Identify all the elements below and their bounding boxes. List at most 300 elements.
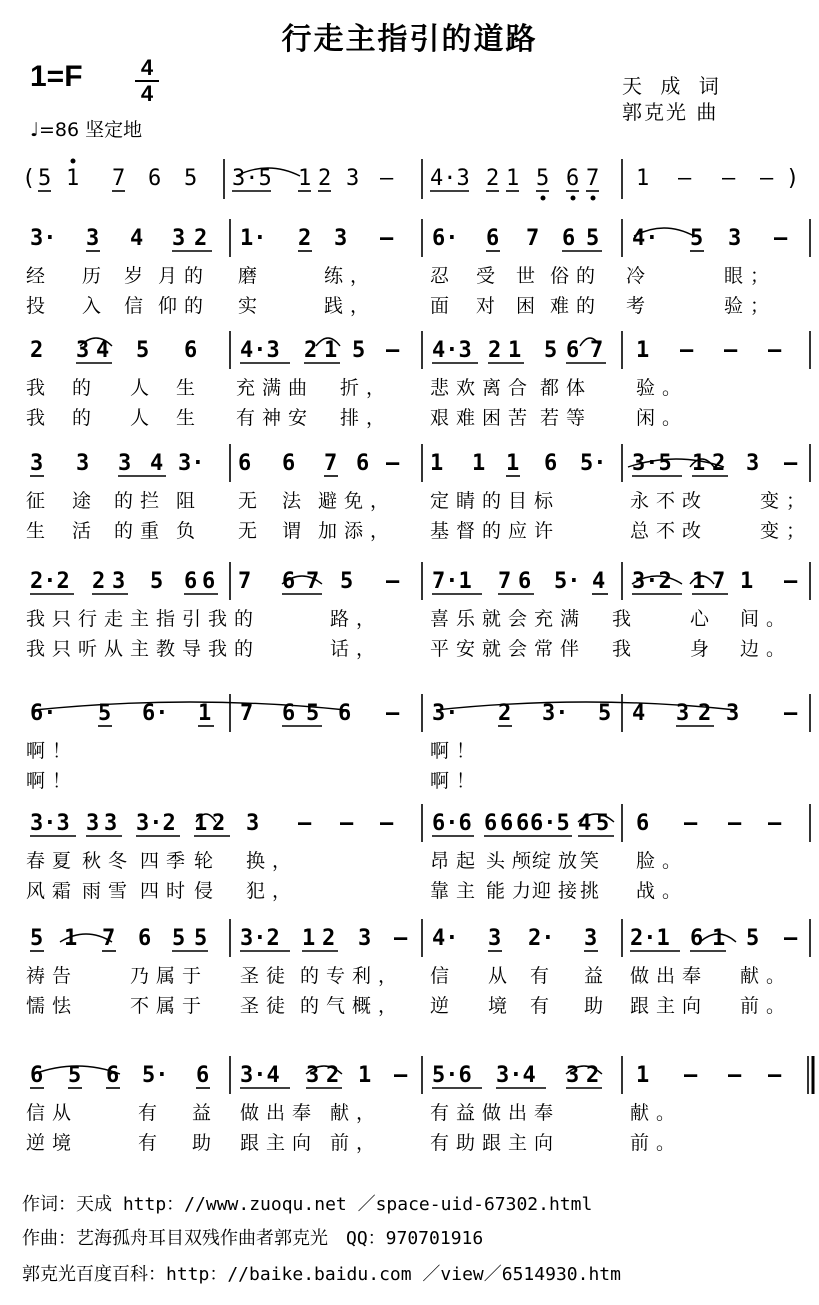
intro-note: 1 xyxy=(66,166,80,191)
jianpu-note: 2 xyxy=(586,1063,600,1088)
jianpu-note: 7 xyxy=(526,226,540,251)
octave-dot xyxy=(541,196,546,201)
lyric-verse-1: 喜乐就会充满 xyxy=(430,608,587,630)
footer-composer-info: 作曲：艺海孤舟耳目双残作曲者郭克光 QQ：970701916 xyxy=(22,1228,484,1249)
jianpu-note: – xyxy=(774,226,788,251)
jianpu-note: 6 xyxy=(544,451,558,476)
lyric-verse-1: 我只行走主指引我的 xyxy=(26,608,261,630)
jianpu-note: 3·2 xyxy=(136,811,176,836)
jianpu-note: – xyxy=(768,811,782,836)
key-signature: 1=F xyxy=(30,60,83,93)
lyric-verse-2: 仰的 xyxy=(158,295,211,317)
jianpu-note: 6· xyxy=(30,701,57,726)
lyric-verse-1: 春夏 xyxy=(26,850,79,872)
jianpu-note: 2 xyxy=(194,226,208,251)
jianpu-note: 6 xyxy=(356,451,370,476)
jianpu-note: 3· xyxy=(432,701,459,726)
intro-note: – xyxy=(678,166,692,191)
lyric-verse-2: 跟主向 xyxy=(630,995,709,1017)
lyric-verse-1: 昂起 xyxy=(430,850,483,872)
lyric-verse-2: 前。 xyxy=(740,995,793,1017)
jianpu-note: – xyxy=(380,811,394,836)
jianpu-note: 1 xyxy=(506,451,520,476)
jianpu-note: 1 xyxy=(740,569,754,594)
jianpu-note: 1 xyxy=(358,1063,372,1088)
jianpu-note: 5· xyxy=(554,569,581,594)
slur-arc xyxy=(34,702,346,710)
lyric-verse-2: 风霜 xyxy=(26,880,79,902)
jianpu-note: 5 xyxy=(596,811,610,836)
lyric-verse-1: 月的 xyxy=(158,265,211,287)
jianpu-note: 1 xyxy=(636,338,650,363)
jianpu-note: – xyxy=(386,451,400,476)
lyric-verse-2: 考 xyxy=(626,295,653,317)
jianpu-note: 3·4 xyxy=(240,1063,280,1088)
lyric-verse-2: 人 xyxy=(130,407,157,429)
jianpu-note: 4·3 xyxy=(240,338,280,363)
lyric-verse-2: 无 xyxy=(238,520,265,542)
lyric-verse-2: 圣徒 xyxy=(240,995,293,1017)
jianpu-note: 3· xyxy=(542,701,569,726)
lyric-verse-2: 总不改 xyxy=(630,520,709,542)
lyric-verse-2: 话， xyxy=(330,638,383,660)
lyric-verse-2: 有 xyxy=(138,1132,165,1154)
lyric-verse-2: 四时 xyxy=(140,880,193,902)
lyric-verse-2: 助 xyxy=(584,995,611,1017)
lyric-verse-2: 闲。 xyxy=(636,407,689,429)
lyric-verse-2: 信 xyxy=(124,295,151,317)
jianpu-note: 2 xyxy=(304,338,318,363)
lyric-verse-1: 信从 xyxy=(26,1102,79,1124)
jianpu-note: 6 xyxy=(566,338,580,363)
jianpu-note: – xyxy=(394,926,408,951)
jianpu-note: 5 xyxy=(136,338,150,363)
lyric-verse-2: 活 xyxy=(72,520,99,542)
jianpu-note: 1 xyxy=(712,926,726,951)
lyric-verse-2: 基督的应许 xyxy=(430,520,561,542)
jianpu-note: 7 xyxy=(306,569,320,594)
lyric-verse-2: 的重 xyxy=(114,520,167,542)
lyric-verse-1: 我 xyxy=(612,608,639,630)
lyric-verse-2: 对 xyxy=(476,295,503,317)
jianpu-note: 4·3 xyxy=(432,338,472,363)
jianpu-note: 6 xyxy=(500,811,514,836)
lyric-verse-1: 悲欢离合 xyxy=(430,377,535,399)
jianpu-note: 5 xyxy=(68,1063,82,1088)
jianpu-note: 6 xyxy=(338,701,352,726)
jianpu-note: – xyxy=(386,338,400,363)
jianpu-note: 4 xyxy=(592,569,606,594)
jianpu-note: 2 xyxy=(298,226,312,251)
jianpu-note: 3 xyxy=(86,226,100,251)
lyric-verse-1: 做出奉 xyxy=(630,965,709,987)
lyric-verse-2: 跟主向 xyxy=(240,1132,319,1154)
jianpu-note: 1 xyxy=(472,451,486,476)
jianpu-note: 3 xyxy=(334,226,348,251)
jianpu-note: – xyxy=(768,338,782,363)
jianpu-note: 2 xyxy=(322,926,336,951)
lyric-verse-1: 轮 xyxy=(194,850,221,872)
lyric-verse-1: 定睛的目标 xyxy=(430,490,561,512)
lyric-verse-2: 有神安 xyxy=(236,407,315,429)
jianpu-note: 5 xyxy=(340,569,354,594)
lyric-verse-2: 靠主 xyxy=(430,880,483,902)
jianpu-note: 5 xyxy=(30,926,44,951)
jianpu-note: 1 xyxy=(508,338,522,363)
footer-baike-link: 郭克光百度百科：http：//baike.baidu.com ／view／6514930.htm xyxy=(22,1264,621,1285)
lyric-verse-1: 途 xyxy=(72,490,99,512)
jianpu-note: 5 xyxy=(544,338,558,363)
jianpu-note: 2·2 xyxy=(30,569,70,594)
lyric-verse-2: 懦怯 xyxy=(26,995,79,1017)
lyric-verse-1: 验。 xyxy=(636,377,689,399)
jianpu-note: 4 xyxy=(578,811,592,836)
lyric-verse-1: 永不改 xyxy=(630,490,709,512)
jianpu-note: 6 xyxy=(562,226,576,251)
jianpu-note: 5· xyxy=(580,451,607,476)
intro-note: 1 xyxy=(506,166,520,191)
lyric-verse-1: 啊！ xyxy=(26,740,79,762)
jianpu-note: 6·5 xyxy=(530,811,570,836)
lyric-verse-2: 雨雪 xyxy=(82,880,135,902)
jianpu-note: – xyxy=(684,1063,698,1088)
jianpu-note: 5 xyxy=(150,569,164,594)
jianpu-note: 6 xyxy=(196,1063,210,1088)
lyric-verse-2: 难的 xyxy=(550,295,603,317)
jianpu-note: 3 xyxy=(76,451,90,476)
lyric-verse-2: 投 xyxy=(26,295,53,317)
lyric-verse-2: 实 xyxy=(238,295,265,317)
intro-note: 3·5 xyxy=(232,166,272,191)
lyric-verse-2: 我 xyxy=(612,638,639,660)
lyric-verse-1: 冷 xyxy=(626,265,653,287)
lyric-verse-1: 我 xyxy=(26,377,53,399)
jianpu-note: 6 xyxy=(106,1063,120,1088)
jianpu-note: 6 xyxy=(282,451,296,476)
jianpu-note: 2 xyxy=(30,338,44,363)
jianpu-note: 6 xyxy=(282,701,296,726)
lyric-verse-1: 脸。 xyxy=(636,850,689,872)
lyric-verse-1: 经 xyxy=(26,265,53,287)
lyric-verse-2: 平安就会常伴 xyxy=(430,638,587,660)
lyric-verse-1: 都体 xyxy=(540,377,593,399)
intro-note: ( xyxy=(22,166,36,191)
jianpu-note: 6 xyxy=(484,811,498,836)
jianpu-note: 1 xyxy=(692,569,706,594)
lyric-verse-1: 世 xyxy=(516,265,543,287)
jianpu-note: 3 xyxy=(30,451,44,476)
jianpu-note: 7 xyxy=(102,926,116,951)
song-title: 行走主指引的道路 xyxy=(281,22,538,57)
lyric-verse-1: 路， xyxy=(330,608,383,630)
jianpu-note: 3 xyxy=(746,451,760,476)
jianpu-note: 6· xyxy=(432,226,459,251)
lyric-verse-2: 迎接 xyxy=(532,880,585,902)
lyric-verse-1: 受 xyxy=(476,265,503,287)
lyric-verse-1: 有益做出奉 xyxy=(430,1102,561,1124)
lyric-verse-1: 圣徒 xyxy=(240,965,293,987)
time-signature-bottom: 4 xyxy=(140,81,154,106)
lyric-verse-1: 忍 xyxy=(430,265,457,287)
lyric-verse-1: 征 xyxy=(26,490,53,512)
lyric-verse-1: 岁 xyxy=(124,265,151,287)
jianpu-note: 7 xyxy=(324,451,338,476)
lyric-verse-1: 绽放 xyxy=(532,850,585,872)
jianpu-note: 2 xyxy=(698,701,712,726)
jianpu-note: 3·2 xyxy=(632,569,672,594)
jianpu-note: 4· xyxy=(632,226,659,251)
jianpu-note: 2 xyxy=(488,338,502,363)
jianpu-note: 5·6 xyxy=(432,1063,472,1088)
lyric-verse-1: 的拦 xyxy=(114,490,167,512)
jianpu-note: 3·3 xyxy=(30,811,70,836)
jianpu-note: 7 xyxy=(712,569,726,594)
jianpu-note: 1 xyxy=(324,338,338,363)
jianpu-note: 7·1 xyxy=(432,569,472,594)
lyric-verse-1: 有 xyxy=(530,965,557,987)
jianpu-note: 5 xyxy=(98,701,112,726)
jianpu-note: 6 xyxy=(516,811,530,836)
lyric-verse-1: 折， xyxy=(340,377,393,399)
lyric-verse-1: 乃属于 xyxy=(130,965,209,987)
lyric-verse-2: 逆 xyxy=(430,995,457,1017)
jianpu-note: – xyxy=(380,226,394,251)
lyric-verse-1: 做出奉 xyxy=(240,1102,319,1124)
intro-note: 1 xyxy=(636,166,650,191)
jianpu-note: 6 xyxy=(184,569,198,594)
jianpu-note: 2 xyxy=(92,569,106,594)
intro-note: 5 xyxy=(536,166,550,191)
jianpu-note: 3 xyxy=(86,811,100,836)
jianpu-note: 6 xyxy=(518,569,532,594)
lyric-verse-1: 充满曲 xyxy=(236,377,315,399)
lyric-verse-2: 加添， xyxy=(318,520,397,542)
jianpu-note: 6 xyxy=(282,569,296,594)
octave-dot xyxy=(71,159,76,164)
jianpu-note: 3 xyxy=(76,338,90,363)
lyric-verse-1: 啊！ xyxy=(430,740,483,762)
octave-dot xyxy=(591,196,596,201)
intro-note: 6 xyxy=(566,166,580,191)
lyric-verse-1: 人 xyxy=(130,377,157,399)
jianpu-note: 1 xyxy=(198,701,212,726)
jianpu-note: 3· xyxy=(178,451,205,476)
lyric-verse-2: 边。 xyxy=(740,638,793,660)
lyric-verse-1: 从 xyxy=(488,965,515,987)
jianpu-note: 3·2 xyxy=(240,926,280,951)
intro-note: 5 xyxy=(38,166,52,191)
lyric-verse-1: 换， xyxy=(246,850,299,872)
jianpu-note: 3 xyxy=(584,926,598,951)
jianpu-note: 3 xyxy=(172,226,186,251)
jianpu-note: – xyxy=(680,338,694,363)
jianpu-note: 5 xyxy=(586,226,600,251)
lyric-verse-1: 益 xyxy=(584,965,611,987)
jianpu-note: 3 xyxy=(726,701,740,726)
jianpu-note: – xyxy=(340,811,354,836)
lyric-verse-2: 面 xyxy=(430,295,457,317)
jianpu-note: 6 xyxy=(238,451,252,476)
lyric-verse-1: 避免， xyxy=(318,490,397,512)
lyric-verse-1: 阻 xyxy=(176,490,203,512)
lyric-verse-2: 我只听从主教导我的 xyxy=(26,638,261,660)
lyric-verse-1: 献。 xyxy=(740,965,793,987)
lyric-verse-1: 的 xyxy=(72,377,99,399)
jianpu-note: 1 xyxy=(636,1063,650,1088)
lyric-verse-2: 的 xyxy=(72,407,99,429)
jianpu-note: 5 xyxy=(690,226,704,251)
jianpu-note: – xyxy=(728,1063,742,1088)
jianpu-note: 1 xyxy=(430,451,444,476)
lyric-verse-2: 啊！ xyxy=(430,770,483,792)
jianpu-note: 3 xyxy=(104,811,118,836)
lyric-verse-1: 信 xyxy=(430,965,457,987)
jianpu-note: 1 xyxy=(64,926,78,951)
jianpu-note: 3 xyxy=(246,811,260,836)
lyricist-credit: 天 成 词 xyxy=(622,74,725,98)
lyric-verse-2: 逆境 xyxy=(26,1132,79,1154)
jianpu-note: 4 xyxy=(130,226,144,251)
lyric-verse-1: 的专利， xyxy=(300,965,405,987)
jianpu-note: 3 xyxy=(676,701,690,726)
jianpu-note: 4 xyxy=(632,701,646,726)
jianpu-note: 5· xyxy=(142,1063,169,1088)
lyric-verse-2: 若等 xyxy=(540,407,593,429)
intro-note: – xyxy=(760,166,774,191)
lyric-verse-2: 我 xyxy=(26,407,53,429)
lyric-verse-1: 生 xyxy=(176,377,203,399)
jianpu-note: 3·4 xyxy=(496,1063,536,1088)
intro-note: 2 xyxy=(318,166,332,191)
jianpu-note: 6 xyxy=(636,811,650,836)
jianpu-note: 4 xyxy=(150,451,164,476)
jianpu-note: 3· xyxy=(30,226,57,251)
jianpu-note: 6·6 xyxy=(432,811,472,836)
jianpu-note: – xyxy=(784,451,798,476)
lyric-verse-2: 侵 xyxy=(194,880,221,902)
jianpu-note: – xyxy=(386,701,400,726)
jianpu-note: 3·5 xyxy=(632,451,672,476)
jianpu-note: 5 xyxy=(746,926,760,951)
jianpu-note: 3 xyxy=(112,569,126,594)
lyric-verse-2: 践， xyxy=(324,295,377,317)
jianpu-note: 6 xyxy=(138,926,152,951)
jianpu-note: 7 xyxy=(238,569,252,594)
lyric-verse-1: 眼； xyxy=(724,265,777,287)
lyric-verse-2: 战。 xyxy=(636,880,689,902)
jianpu-note: 2 xyxy=(712,451,726,476)
jianpu-note: 5 xyxy=(598,701,612,726)
lyric-verse-1: 献， xyxy=(330,1102,383,1124)
jianpu-note: 3 xyxy=(358,926,372,951)
lyric-verse-2: 入 xyxy=(82,295,109,317)
footer-lyricist-info: 作词：天成 http：//www.zuoqu.net ／space-uid-67302.html xyxy=(22,1194,593,1215)
lyric-verse-2: 能力 xyxy=(486,880,539,902)
jianpu-note: 5 xyxy=(172,926,186,951)
jianpu-note: 2· xyxy=(528,926,555,951)
lyric-verse-1: 无 xyxy=(238,490,265,512)
jianpu-note: 6 xyxy=(30,1063,44,1088)
jianpu-note: 1 xyxy=(302,926,316,951)
lyric-verse-2: 境 xyxy=(488,995,515,1017)
jianpu-note: 5 xyxy=(194,926,208,951)
jianpu-note: – xyxy=(784,701,798,726)
lyric-verse-1: 祷告 xyxy=(26,965,79,987)
jianpu-note: 6· xyxy=(142,701,169,726)
lyric-verse-2: 身 xyxy=(690,638,717,660)
jianpu-note: 6 xyxy=(184,338,198,363)
intro-note: 2 xyxy=(486,166,500,191)
lyric-verse-2: 验； xyxy=(724,295,777,317)
jianpu-note: 7 xyxy=(240,701,254,726)
jianpu-note: – xyxy=(784,926,798,951)
jianpu-note: 4 xyxy=(96,338,110,363)
jianpu-note: – xyxy=(684,811,698,836)
intro-note: 6 xyxy=(148,166,162,191)
lyric-verse-2: 前， xyxy=(330,1132,383,1154)
lyric-verse-2: 负 xyxy=(176,520,203,542)
lyric-verse-1: 头颅 xyxy=(486,850,539,872)
lyric-verse-2: 前。 xyxy=(630,1132,683,1154)
lyric-verse-2: 的气概， xyxy=(300,995,405,1017)
jianpu-note: – xyxy=(386,569,400,594)
jianpu-note: 6 xyxy=(690,926,704,951)
lyric-verse-2: 挑 xyxy=(580,880,607,902)
intro-note: 4·3 xyxy=(430,166,470,191)
jianpu-note: – xyxy=(784,569,798,594)
jianpu-note: 7 xyxy=(498,569,512,594)
composer-credit: 郭克光 曲 xyxy=(622,100,719,124)
intro-note: 7 xyxy=(586,166,600,191)
lyric-verse-2: 犯， xyxy=(246,880,299,902)
jianpu-note: 1 xyxy=(692,451,706,476)
jianpu-note: 4· xyxy=(432,926,459,951)
lyric-verse-2: 有 xyxy=(530,995,557,1017)
lyric-verse-1: 历 xyxy=(82,265,109,287)
lyric-verse-1: 练， xyxy=(324,265,377,287)
lyric-verse-2: 困 xyxy=(516,295,543,317)
lyric-verse-1: 俗的 xyxy=(550,265,603,287)
time-signature-top: 4 xyxy=(140,55,154,80)
lyric-verse-1: 磨 xyxy=(238,265,265,287)
lyric-verse-2: 不属于 xyxy=(130,995,209,1017)
lyric-verse-1: 笑 xyxy=(580,850,607,872)
lyric-verse-2: 生 xyxy=(26,520,53,542)
jianpu-note: 3 xyxy=(306,1063,320,1088)
jianpu-note: 3 xyxy=(488,926,502,951)
jianpu-note: 2·1 xyxy=(630,926,670,951)
jianpu-note: – xyxy=(724,338,738,363)
intro-note: – xyxy=(380,166,394,191)
lyric-verse-2: 助 xyxy=(192,1132,219,1154)
jianpu-note: 7 xyxy=(590,338,604,363)
intro-note: 5 xyxy=(184,166,198,191)
intro-note: 3 xyxy=(346,166,360,191)
lyric-verse-1: 秋冬 xyxy=(82,850,135,872)
jianpu-note: 2 xyxy=(326,1063,340,1088)
lyric-verse-1: 变； xyxy=(760,490,813,512)
jianpu-note: – xyxy=(298,811,312,836)
jianpu-note: 5 xyxy=(352,338,366,363)
jianpu-note: 1· xyxy=(240,226,267,251)
lyric-verse-1: 四季 xyxy=(140,850,193,872)
jianpu-note: – xyxy=(768,1063,782,1088)
lyric-verse-1: 心 xyxy=(690,608,717,630)
jianpu-note: – xyxy=(728,811,742,836)
octave-dot xyxy=(571,196,576,201)
lyric-verse-2: 生 xyxy=(176,407,203,429)
jianpu-note: 1 xyxy=(194,811,208,836)
